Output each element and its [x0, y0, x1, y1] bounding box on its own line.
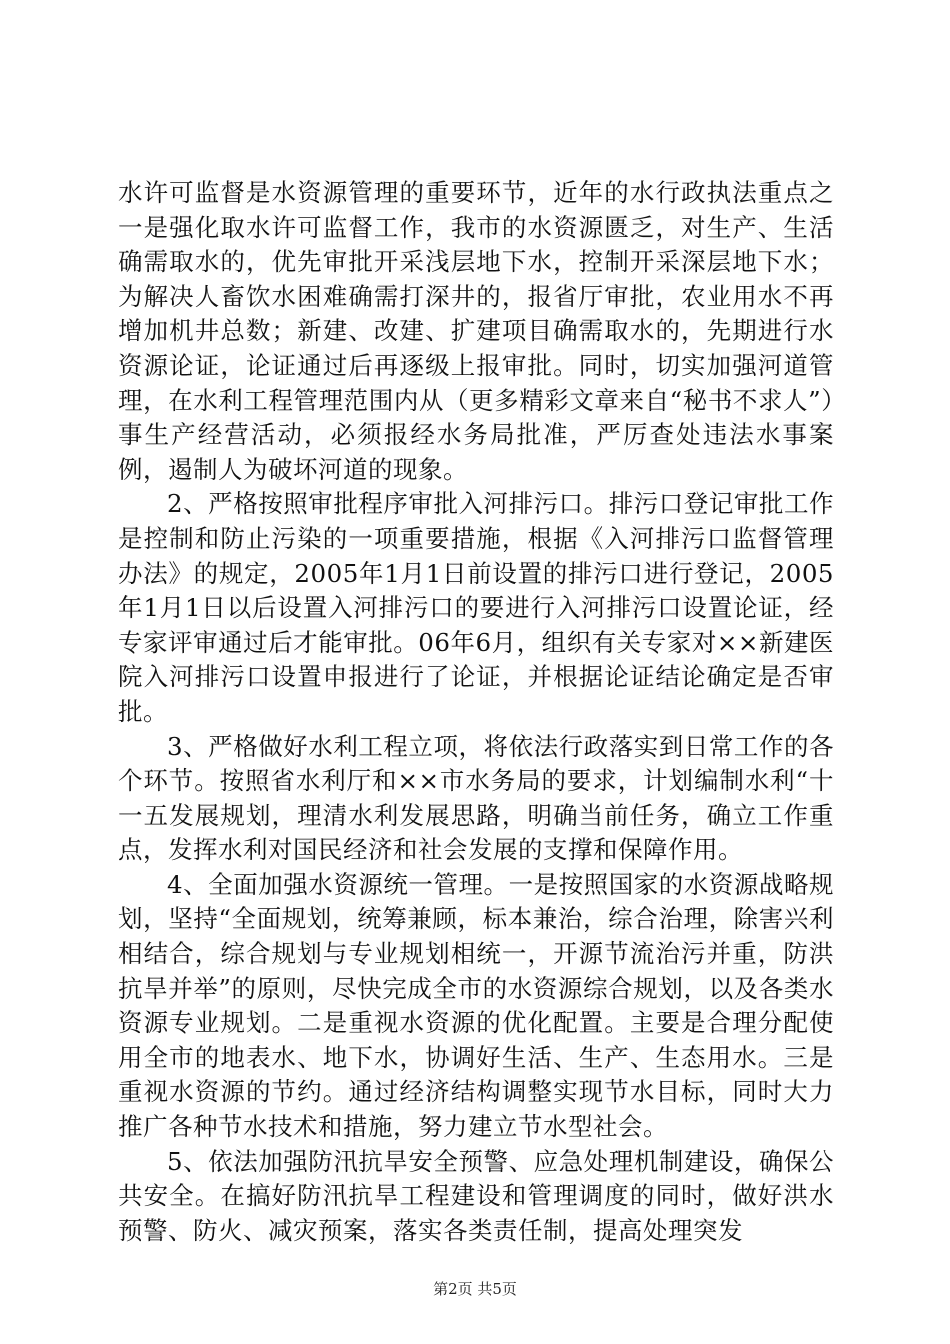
document-body: [118, 176, 834, 1248]
paragraph-water-resource-management: 4、全面加强水资源统一管理。一是按照国家的水资源战略规划，坚持“全面规划，统筹兼顾，标本兼治，综合治理，除害兴利相结合，综合规划与专业规划相统一，开源节流治污并重，防洪抗旱并举”的原则，尽快完成全市的水资源综合规划，以及各类水资源专业规划。二是重视水资源的优化配置。主要是合理分配使用全市的地表水、地下水，协调好生活、生产、生态用水。三是重视水资源的节约。通过经济结构调整实现节水目标，同时大力推广各种节水技术和措施，努力建立节水型社会。: [118, 869, 834, 1142]
paragraph-project-approval: 3、严格做好水利工程立项，将依法行政落实到日常工作的各个环节。按照省水利厅和××市水务局的要求，计划编制水利“十一五发展规划，理清水利发展思路，明确当前任务，确立工作重点，发挥水利对国民经济和社会发展的支撑和保障作用。: [118, 731, 834, 865]
paragraph-water-permit: 水许可监督是水资源管理的重要环节，近年的水行政执法重点之一是强化取水许可监督工作，我市的水资源匮乏，对生产、生活确需取水的，优先审批开采浅层地下水，控制开采深层地下水；为解决人畜饮水困难确需打深井的，报省厅审批，农业用水不再增加机井总数；新建、改建、扩建项目确需取水的，先期进行水资源论证，论证通过后再逐级上报审批。同时，切实加强河道管理，在水利工程管理范围内从（更多精彩文章来自“秘书不求人”）事生产经营活动，必须报经水务局批准，严厉查处违法水事案例，遏制人为破坏河道的现象。: [118, 178, 834, 484]
paragraph-flood-drought-warning: 5、依法加强防汛抗旱安全预警、应急处理机制建设，确保公共安全。在搞好防汛抗旱工程建设和管理调度的同时，做好洪水预警、防火、减灾预案，落实各类责任制，提高处理突发: [118, 1146, 834, 1245]
page-number-footer: 第2页 共5页: [433, 1280, 517, 1298]
paragraph-sewage-outlet: 2、严格按照审批程序审批入河排污口。排污口登记审批工作是控制和防止污染的一项重要措施，根据《入河排污口监督管理办法》的规定，2005年1月1日前设置的排污口进行登记，2005年1月1日以后设置入河排污口的要进行入河排污口设置论证，经专家评审通过后才能审批。06年6月，组织有关专家对××新建医院入河排污口设置申报进行了论证，并根据论证结论确定是否审批。: [118, 489, 834, 726]
